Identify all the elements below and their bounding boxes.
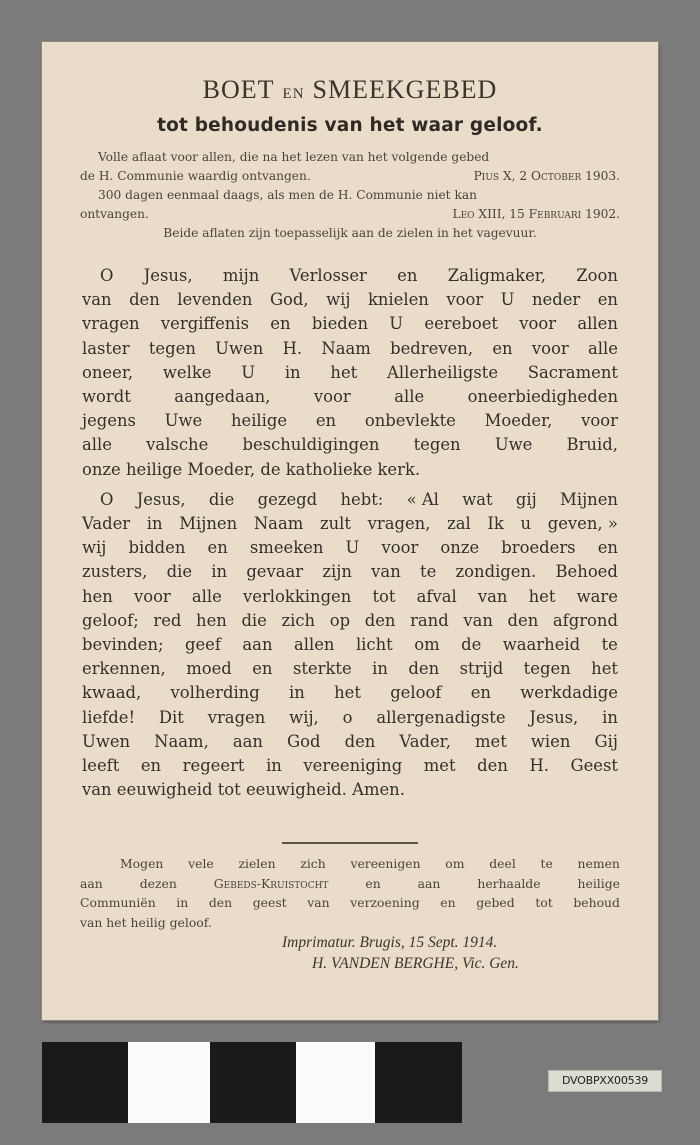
text-line: jegens Uwe heilige en onbevlekte Moeder, voor: [82, 411, 618, 431]
document-title: [42, 75, 658, 105]
color-bar-white: [296, 1042, 375, 1123]
text-line: vragen vergiffenis en bieden U eereboet voor allen: [82, 314, 618, 334]
text-line: onze heilige Moeder, de katholieke kerk.: [82, 459, 421, 479]
text-line: zusters, die in gevaar zijn van te zondigen. Behoed: [82, 562, 618, 582]
document-subtitle: tot behoudenis van het waar geloof.: [157, 115, 543, 136]
text-line: Mogen vele zielen zich vereenigen om deel te nemen: [120, 856, 620, 871]
indulgence-source: Leo XIII, 15 Februari 1902.: [452, 207, 620, 221]
text-line: van den levenden God, wij knielen voor U neder en: [82, 290, 618, 310]
indulgence-source: Pius X, 2 October 1903.: [473, 169, 620, 183]
prayer-paragraph-2: [82, 488, 618, 803]
color-bar-black: [375, 1042, 462, 1123]
text-line: Communiën in den geest van verzoening en gebed tot behoud: [80, 895, 620, 910]
text-line: oneer, welke U in het Allerheiligste Sacrament: [82, 362, 618, 382]
imprimatur-block: [282, 933, 519, 974]
text-line: geloof; red hen die zich op den rand van den afgrond: [82, 610, 618, 630]
text-line: liefde! Dit vragen wij, o allergenadigste Jesus, in: [82, 707, 618, 727]
imprimatur: Imprimatur. Brugis, 15 Sept. 1914.: [282, 934, 498, 951]
text-line: laster tegen Uwen H. Naam bedreven, en voor alle: [82, 338, 618, 358]
signatory: H. VANDEN BERGHE, Vic. Gen.: [312, 954, 519, 972]
indulgence-note: de H. Communie waardig ontvangen. Pius X, 2 October 1903.: [80, 167, 620, 186]
indulgence-note: ontvangen. Leo XIII, 15 Februari 1902.: [80, 205, 620, 224]
text-line: Uwen Naam, aan God den Vader, met wien Gij: [82, 731, 618, 751]
closing-paragraph: [80, 854, 620, 932]
title-connector: EN: [282, 86, 305, 102]
text-line: hen voor alle verlokkingen tot afval van het ware: [82, 586, 618, 606]
title-part-2: SMEEKGEBED: [312, 75, 498, 104]
divider-rule: [282, 842, 418, 844]
text-line: aan dezen Gebeds-Kruistocht en aan herhaalde heilige: [80, 875, 620, 891]
text-line: alle valsche beschuldigingen tegen Uwe Bruid,: [82, 435, 618, 455]
prayer-card: [42, 42, 658, 1020]
text-line: wordt aangedaan, voor alle oneerbiedigheden: [82, 387, 618, 407]
title-part-1: BOET: [202, 75, 275, 104]
text-line: leeft en regeert in vereeniging met den H. Geest: [82, 756, 618, 776]
text-line: van eeuwigheid tot eeuwigheid. Amen.: [82, 780, 405, 800]
catalog-id-label: DVOBPXX00539: [548, 1070, 662, 1092]
text-line: van het heilig geloof.: [80, 914, 212, 930]
indulgence-notes: [80, 148, 620, 243]
text-line: O Jesus, die gezegd hebt: « Al wat gij Mijnen: [100, 489, 618, 509]
text-line: erkennen, moed en sterkte in den strijd tegen het: [82, 659, 618, 679]
color-bar-black: [42, 1042, 128, 1123]
indulgence-note: Volle aflaat voor allen, die na het lezen van het volgende gebed: [98, 150, 490, 164]
prayer-paragraph-1: [82, 264, 618, 482]
prayer-text: [82, 264, 618, 802]
text-line: wij bidden en smeeken U voor onze broeders en: [82, 538, 618, 558]
color-bar-black: [210, 1042, 296, 1123]
color-bar-white: [128, 1042, 210, 1123]
text-line: O Jesus, mijn Verlosser en Zaligmaker, Zoon: [100, 266, 618, 285]
text-line: Vader in Mijnen Naam zult vragen, zal Ik u geven, »: [82, 514, 618, 534]
text-line: kwaad, volherding in het geloof en werkdadige: [82, 683, 618, 703]
indulgence-note: Beide aflaten zijn toepasselijk aan de zielen in het vagevuur.: [163, 226, 537, 240]
text-line: bevinden; geef aan allen licht om de waarheid te: [82, 635, 618, 655]
indulgence-note: 300 dagen eenmaal daags, als men de H. Communie niet kan: [98, 188, 477, 202]
